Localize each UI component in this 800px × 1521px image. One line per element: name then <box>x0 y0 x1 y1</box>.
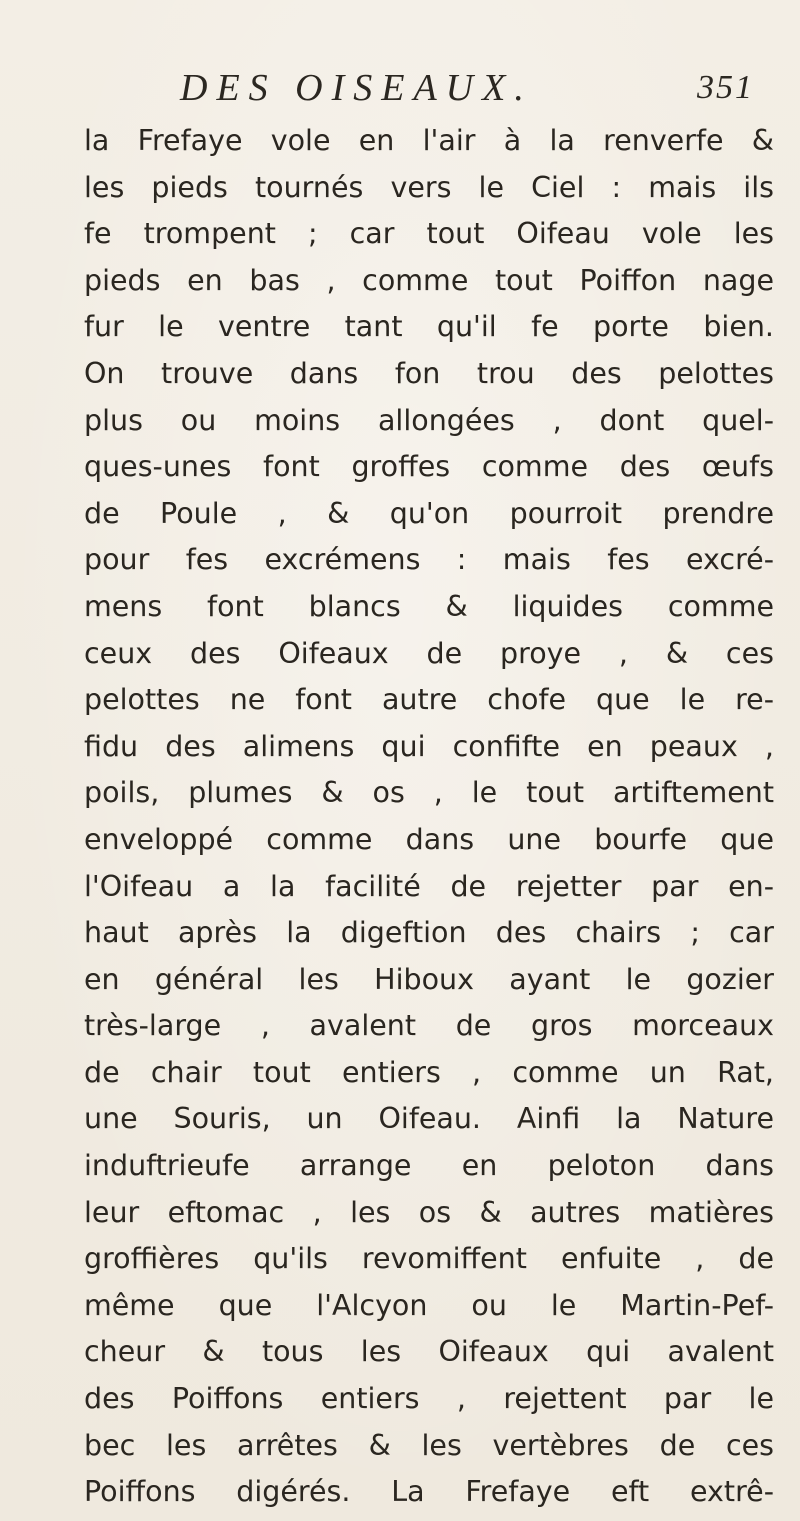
text-line: de Poule , & qu'on pourroit prendre <box>84 496 774 530</box>
text-line: Poiffons digérés. La Frefaye eft extrê- <box>84 1475 774 1509</box>
text-line: pelottes ne font autre chofe que le re- <box>84 683 774 717</box>
running-head <box>0 64 800 112</box>
text-line: très-large , avalent de gros morceaux <box>84 1009 774 1043</box>
text-line: une Souris, un Oifeau. Ainfi la Nature <box>84 1102 774 1136</box>
page-number: 351 <box>697 69 754 106</box>
text-line: fidu des alimens qui confifte en peaux , <box>84 729 774 763</box>
text-line: leur eftomac , les os & autres matières <box>84 1195 774 1229</box>
text-line: fur le ventre tant qu'il fe porte bien. <box>84 310 774 344</box>
text-line: ceux des Oifeaux de proye , & ces <box>84 636 774 670</box>
body-text <box>84 118 774 1516</box>
text-line: groffières qu'ils revomiffent enfuite , de <box>84 1242 774 1276</box>
text-line: mens font blancs & liquides comme <box>84 589 774 623</box>
text-line: la Frefaye vole en l'air à la renverfe & <box>84 124 774 157</box>
text-line: de chair tout entiers , comme un Rat, <box>84 1055 774 1089</box>
text-line: fe trompent ; car tout Oifeau vole les <box>84 217 774 251</box>
text-line: ques-unes font groffes comme des œufs <box>84 450 774 484</box>
text-line: même que l'Alcyon ou le Martin-Pef- <box>84 1288 774 1322</box>
text-line: pour fes excrémens : mais fes excré- <box>84 543 774 577</box>
text-line: induftrieufe arrange en peloton dans <box>84 1149 774 1183</box>
text-line: poils, plumes & os , le tout artiftement <box>84 776 774 810</box>
text-line: plus ou moins allongées , dont quel- <box>84 403 774 437</box>
text-line: en général les Hiboux ayant le gozier <box>84 962 774 996</box>
text-line: des Poiffons entiers , rejettent par le <box>84 1382 774 1416</box>
text-line: l'Oifeau a la facilité de rejetter par en- <box>84 869 774 903</box>
text-line: bec les arrêtes & les vertèbres de ces <box>84 1428 774 1462</box>
running-title: DES OISEAUX. <box>180 67 533 109</box>
text-line: haut après la digeftion des chairs ; car <box>84 916 774 950</box>
text-line: les pieds tournés vers le Ciel : mais ils <box>84 170 774 204</box>
text-line: cheur & tous les Oifeaux qui avalent <box>84 1335 774 1369</box>
text-line: enveloppé comme dans une bourfe que <box>84 822 774 856</box>
text-line: pieds en bas , comme tout Poiffon nage <box>84 263 774 297</box>
text-line: On trouve dans fon trou des pelottes <box>84 356 774 390</box>
